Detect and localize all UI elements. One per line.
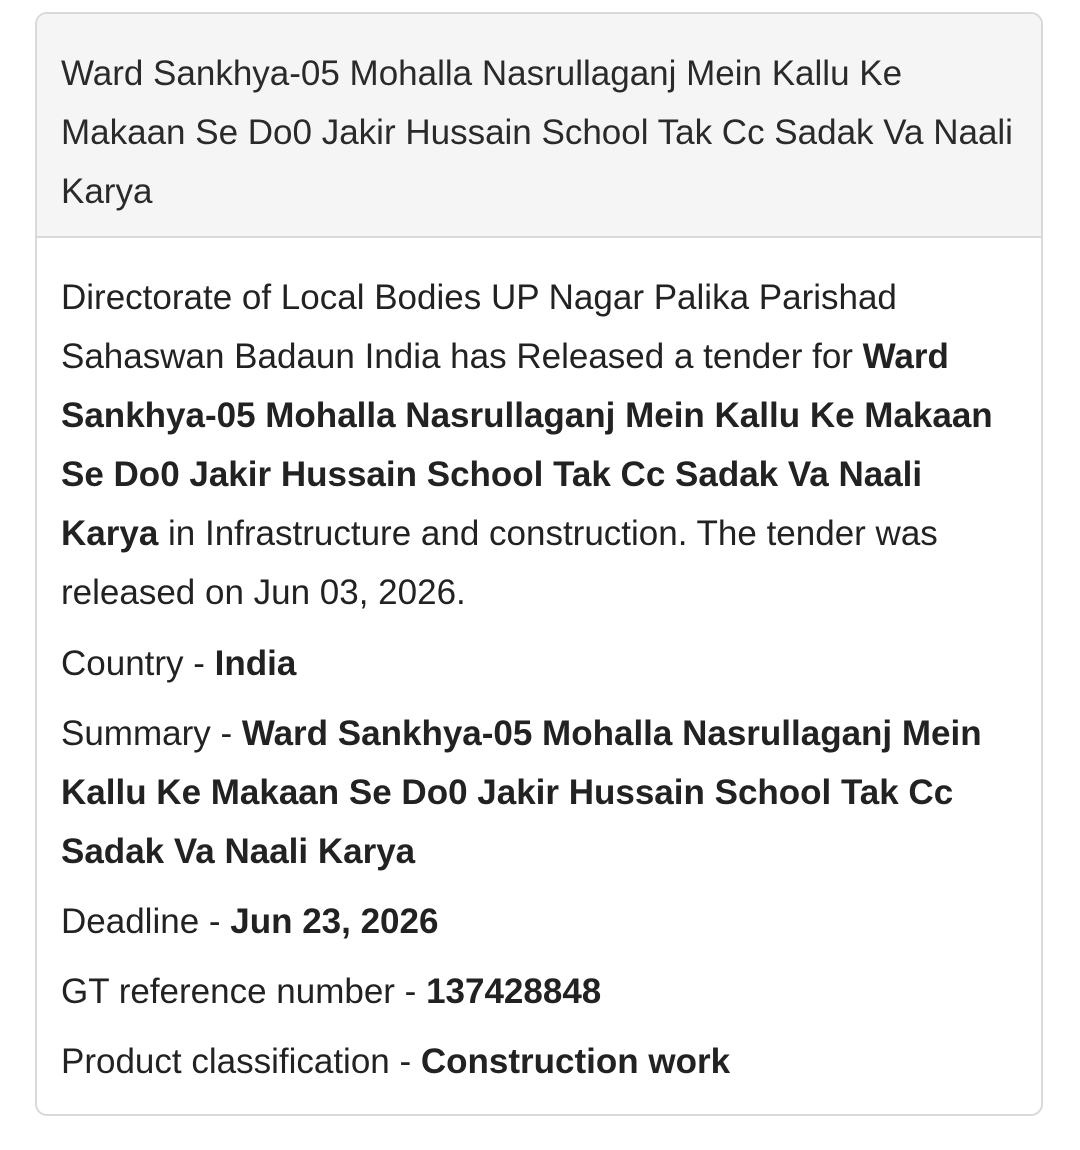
tender-card-body xyxy=(37,238,1041,1091)
description-prefix: Directorate of Local Bodies UP Nagar Palika Parishad Sahaswan Badaun India has Released a tender for xyxy=(61,278,897,376)
summary-field xyxy=(61,704,1017,881)
tender-title: Ward Sankhya-05 Mohalla Nasrullaganj Mein Kallu Ke Makaan Se Do0 Jakir Hussain School Tak Cc Sadak Va Naali Karya xyxy=(61,54,1013,211)
reference-field xyxy=(61,962,1017,1021)
description-suffix: in Infrastructure and construction. The tender was released on Jun 03, 2026. xyxy=(61,514,938,612)
tender-card xyxy=(35,12,1043,1116)
tender-card-header xyxy=(37,14,1041,238)
country-field xyxy=(61,634,1017,693)
deadline-label: Deadline - xyxy=(61,902,231,941)
reference-value: 137428848 xyxy=(426,972,602,1011)
summary-value: Ward Sankhya-05 Mohalla Nasrullaganj Mein Kallu Ke Makaan Se Do0 Jakir Hussain School Tak Cc Sadak Va Naali Karya xyxy=(61,714,982,871)
reference-label: GT reference number - xyxy=(61,972,427,1011)
deadline-field xyxy=(61,892,1017,951)
deadline-value: Jun 23, 2026 xyxy=(230,902,439,941)
country-label: Country - xyxy=(61,644,215,683)
tender-description xyxy=(61,268,1017,622)
description-tender-name: Ward Sankhya-05 Mohalla Nasrullaganj Mein Kallu Ke Makaan Se Do0 Jakir Hussain School Tak Cc Sadak Va Naali Karya xyxy=(61,337,993,553)
classification-field xyxy=(61,1032,1017,1091)
classification-value: Construction work xyxy=(420,1042,731,1081)
classification-label: Product classification - xyxy=(61,1042,421,1081)
summary-label: Summary - xyxy=(61,714,242,753)
country-value: India xyxy=(214,644,297,683)
